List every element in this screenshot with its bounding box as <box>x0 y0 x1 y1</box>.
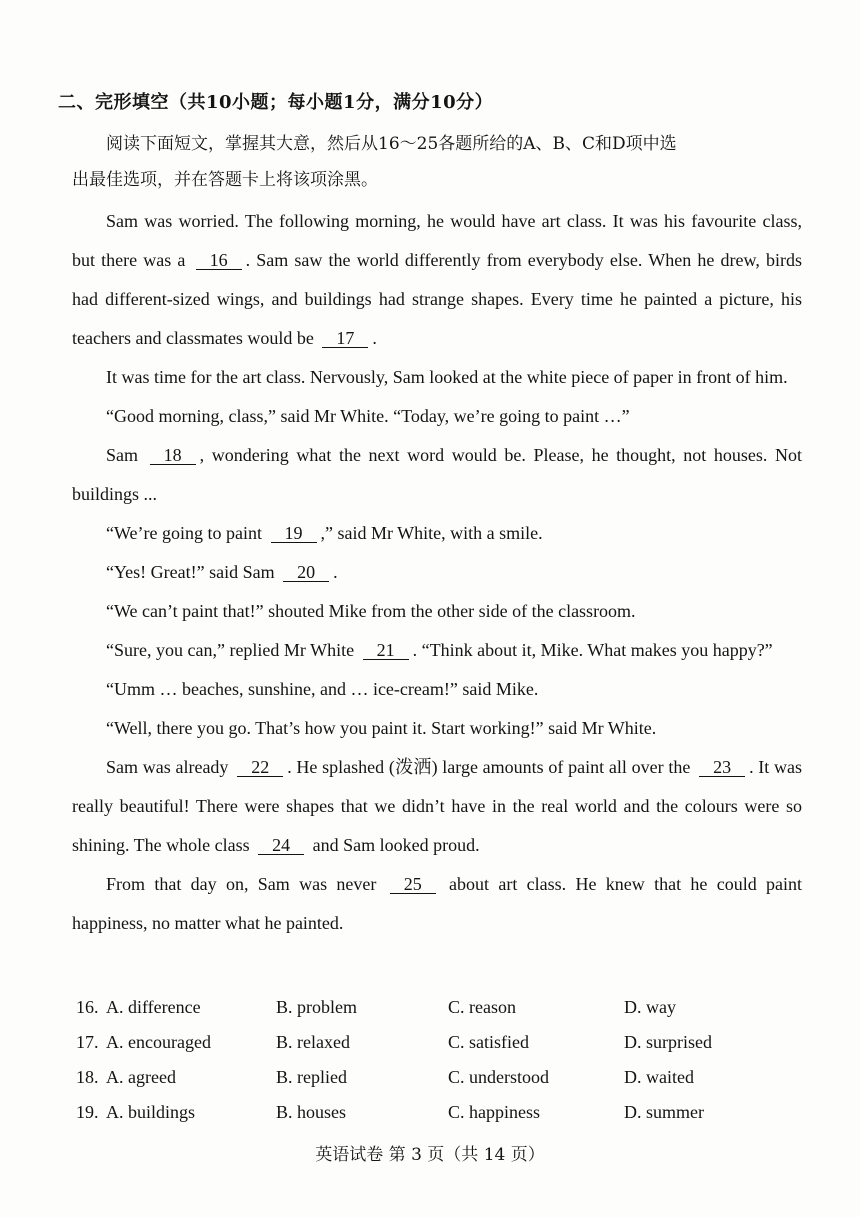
question-17-options <box>76 1025 796 1060</box>
question-16-options <box>76 990 796 1025</box>
question-number: 19. <box>76 1102 99 1122</box>
option-c: C. satisfied <box>448 1032 529 1052</box>
paragraph-5 <box>72 514 802 553</box>
option-d: D. way <box>624 997 676 1017</box>
blank-16: 16 <box>196 251 242 270</box>
blank-18: 18 <box>150 446 196 465</box>
passage-text: and Sam looked proud. <box>312 835 480 855</box>
blank-22: 22 <box>237 758 283 777</box>
paragraph-3 <box>72 397 802 436</box>
passage-text: . It was really beautiful! There were shapes that we didn’t have in the real world and the colours were so shining. The whole class <box>72 757 803 855</box>
option-b: B. houses <box>276 1102 347 1122</box>
answer-options <box>76 990 796 1130</box>
option-a: A. agreed <box>106 1067 176 1087</box>
blank-24: 24 <box>258 836 304 855</box>
option-d: D. waited <box>624 1067 694 1087</box>
passage-text: Sam was worried. The following morning, he would have art class. It was his favourite class, but there was a <box>72 211 802 270</box>
paragraph-2 <box>72 358 802 397</box>
passage-text: From that day on, Sam was never <box>106 874 377 894</box>
blank-20: 20 <box>283 563 329 582</box>
question-18-options <box>76 1060 796 1095</box>
passage-text: . <box>372 328 377 348</box>
option-d: D. summer <box>624 1102 704 1122</box>
passage-text: It was time for the art class. Nervously, Sam looked at the white piece of paper in front of him. <box>106 367 788 387</box>
option-d: D. surprised <box>624 1032 712 1052</box>
paragraph-12 <box>72 865 802 943</box>
passage-text: . “Think about it, Mike. What makes you happy?” <box>412 640 773 660</box>
section-title: 二、完形填空（共10小题；每小题1分，满分10分） <box>58 92 494 113</box>
option-b: B. replied <box>276 1067 347 1087</box>
passage-text: . Sam saw the world differently from everybody else. When he drew, birds had different-sized wings, and buildings had strange shapes. Every time he painted a picture, his teachers and classmates would be <box>72 250 802 348</box>
question-number: 16. <box>76 997 99 1017</box>
instructions <box>72 126 802 198</box>
option-b: B. problem <box>276 997 357 1017</box>
instructions-line-1: 阅读下面短文，掌握其大意，然后从16～25各题所给的A、B、C和D项中选 <box>106 134 677 154</box>
option-b: B. relaxed <box>276 1032 350 1052</box>
option-c: C. reason <box>448 997 516 1017</box>
passage-text: “Well, there you go. That’s how you paint it. Start working!” said Mr White. <box>106 718 657 738</box>
paragraph-11 <box>72 748 802 865</box>
passage-text: about art class. He knew that he could paint happiness, no matter what he painted. <box>72 874 803 933</box>
cloze-passage <box>72 202 802 943</box>
option-a: A. buildings <box>106 1102 196 1122</box>
blank-21: 21 <box>363 641 409 660</box>
paragraph-9 <box>72 670 802 709</box>
paragraph-1 <box>72 202 802 358</box>
question-number: 18. <box>76 1067 99 1087</box>
paragraph-7 <box>72 592 802 631</box>
passage-text: , wondering what the next word would be. Please, he thought, not houses. Not buildings ... <box>72 445 803 504</box>
paragraph-8 <box>72 631 802 670</box>
option-a: A. difference <box>106 997 201 1017</box>
page-footer: 英语试卷 第 3 页（共 14 页） <box>315 1145 545 1165</box>
passage-text: “We can’t paint that!” shouted Mike from the other side of the classroom. <box>106 601 636 621</box>
blank-23: 23 <box>699 758 745 777</box>
blank-17: 17 <box>322 329 368 348</box>
passage-text: “We’re going to paint <box>106 523 262 543</box>
passage-text: “Umm … beaches, sunshine, and … ice-cream!” said Mike. <box>106 679 539 699</box>
passage-text: Sam was already <box>106 757 229 777</box>
paragraph-10 <box>72 709 802 748</box>
blank-25: 25 <box>390 875 436 894</box>
passage-text: . <box>333 562 338 582</box>
passage-text: “Sure, you can,” replied Mr White <box>106 640 355 660</box>
option-c: C. happiness <box>448 1102 540 1122</box>
option-a: A. encouraged <box>106 1032 211 1052</box>
paragraph-4 <box>72 436 802 514</box>
question-number: 17. <box>76 1032 99 1052</box>
passage-text: . He splashed (泼洒) large amounts of paint all over the <box>287 757 691 777</box>
passage-text: “Good morning, class,” said Mr White. “Today, we’re going to paint …” <box>106 406 630 426</box>
instructions-line-2: 出最佳选项，并在答题卡上将该项涂黑。 <box>72 170 378 190</box>
passage-text: “Yes! Great!” said Sam <box>106 562 275 582</box>
question-19-options <box>76 1095 796 1130</box>
blank-19: 19 <box>271 524 317 543</box>
option-c: C. understood <box>448 1067 549 1087</box>
paragraph-6 <box>72 553 802 592</box>
passage-text: ,” said Mr White, with a smile. <box>320 523 543 543</box>
passage-text: Sam <box>106 445 139 465</box>
